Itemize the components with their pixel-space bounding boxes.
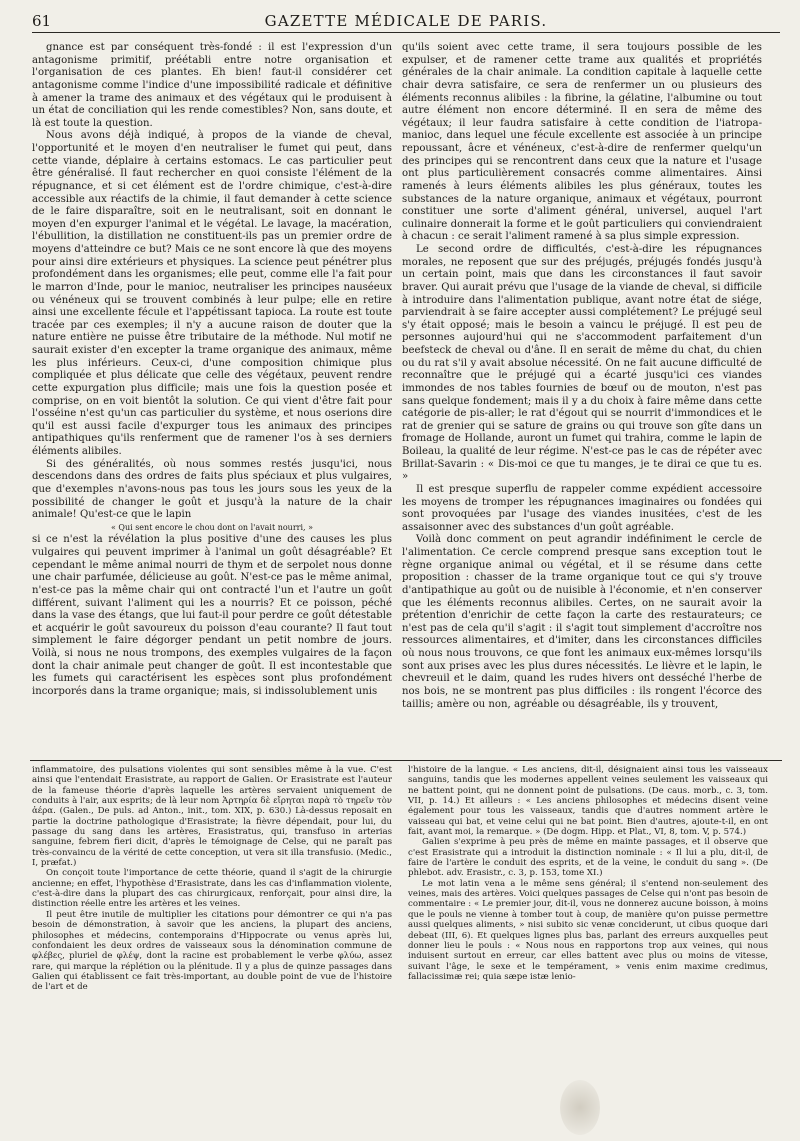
article-column-right [402,42,762,711]
feuilleton-column-left [32,765,392,993]
page-header [32,6,780,33]
paragraph: si ce n'est la révélation la plus positive d'une des causes les plus vulgaires qui peuvent imprimer à l'animal un goût désagréable? Et cependant le même animal nourri de thym et de serpolet nous donne une chair parfumée, délicieuse au goût. N'est-ce pas le même animal, n'est-ce pas la même chair qui ont contracté l'un et l'autre un goût différent, suivant l'aliment qui les a nourris? Et ce poisson, péché dans la vase des étangs, que lui faut-il pour perdre ce goût détestable et acquérir le goût savoureux du poisson d'eau courante? Il faut tout simplement le faire dégorger pendant un petit nombre de jours. Voilà, si nous ne nous trompons, des exemples vulgaires de la façon dont la chair animale peut changer de goût. Il est incontestable que les fumets qui caractérisent les espèces sont plus profondément incorporés dans la trame organique; mais, si indissolublement unis [32,534,392,697]
verse-quote: « Qui sent encore le chou dont on l'avait nourri, » [110,522,314,532]
paragraph: Il est presque superflu de rappeler comme expédient accessoire les moyens de tromper les répugnances imaginaires ou fondées qui sont provoquées par l'usage des viandes inusitées, c'est de les assaisonner avec des substances d'un goût agréable. [402,483,762,533]
page-number: 61 [32,12,52,30]
paragraph: gnance est par conséquent très-fondé : il est l'expression d'un antagonisme primitif, préétabli entre notre organisation et l'organisation de ces plantes. Eh bien! faut-il considérer cet antagonisme comme l'indice d'une impossibilité radicale et définitive à amener la trame des animaux et des végétaux qui le produisent à un état de conciliation qui les rende comestibles? Non, sans doute, et là est toute la question. [32,42,392,129]
paragraph: Si des généralités, où nous sommes restés jusqu'ici, nous descendons dans des ordres de faits plus spéciaux et plus vulgaires, que d'exemples n'avons-nous pas tous les jours sous les yeux de la possibilité de changer le goût et jusqu'à la nature de la chair animale! Qu'est-ce que le lapin [32,458,392,521]
paragraph: qu'ils soient avec cette trame, il sera toujours possible de les expulser, et de ramener cette trame aux qualités et propriétés générales de la chair animale. La condition capitale à laquelle cette chair devra satisfaire, ce sera de renfermer un ou plusieurs des éléments reconnus alibiles : la fibrine, la gélatine, l'albumine ou tout autre élément non encore déterminé. Il en sera de même des végétaux; il leur faudra satisfaire à cette condition de l'iatropa-manioc, dans lequel une fécule excellente est associée à un principe repoussant, âcre et vénéneux, c'est-à-dire de renfermer quelqu'un des principes qui se rencontrent dans ceux que la nature et l'usage ont plus particulièrement consacrés comme alimentaires. Ainsi ramenés à leurs éléments alibiles les plus généraux, toutes les substances de la nature organique, animaux et végétaux, pourront constituer une sorte d'aliment général, universel, auquel l'art culinaire donnerait la forme et le goût particuliers qui conviendraient à chacun : ce serait l'aliment ramené à sa plus simple expression. [402,42,762,243]
paragraph: l'histoire de la langue. « Les anciens, dit-il, désignaient ainsi tous les vaisseaux sanguins, tandis que les modernes appellent veines seulement les vaisseaux qui ne battent point, qui ne donnent point de pulsations. (De caus. morb., c. 3, tom. VII, p. 14.) Et ailleurs : « Les anciens philosophes et médecins disent veine également pour tous les vaisseaux, tandis que d'autres nomment artère le vaisseau qui bat, et veine celui qui ne bat point. Bien d'autres, ajoute-t-il, en ont fait, avant moi, la remarque. » (De dogm. Hipp. et Plat., VI, 8, tom. V, p. 574.) [408,765,768,838]
paragraph: Le second ordre de difficultés, c'est-à-dire les répugnances morales, ne reposent que sur des préjugés, préjugés fondés jusqu'à un certain point, mais que dans les circonstances il faut savoir braver. Qui aurait prévu que l'usage de la viande de cheval, si difficile à introduire dans l'alimentation publique, avant notre état de siége, parviendrait à se faire accepter aussi complétement? Le préjugé seul s'y était opposé; mais le besoin a vaincu le préjugé. Il est peu de personnes aujourd'hui qui ne s'accommodent parfaitement d'un beefsteck de cheval ou d'âne. Il en serait de même du chat, du chien ou du rat s'il y avait absolue nécessité. On ne fait aucune difficulté de reconnaître que le préjugé qui a écarté jusqu'ici ces viandes immondes de nos tables fournies de bœuf ou de mouton, n'est pas sans quelque fondement; mais il y a du choix à faire même dans cette catégorie de pis-aller; le rat d'égout qui se nourrit d'immondices et le rat de grenier qui se sature de grains ou qui trouve son gîte dans un fromage de Hollande, auront un fumet qui trahira, comme le lapin de Boileau, la qualité de leur régime. N'est-ce pas le cas de répéter avec Brillat-Savarin : « Dis-moi ce que tu manges, je te dirai ce que tu es. » [402,244,762,483]
paper-stain [560,1080,600,1135]
paragraph: Le mot latin vena a le même sens général; il s'entend non-seulement des veines, mais des artères. Voici quelques passages de Celse qui n'ont pas besoin de commentaire : « Le premier jour, dit-il, vous ne donnerez aucune boisson, à moins que le pouls ne vienne à tomber tout à coup, de manière qu'on puisse permettre aussi quelques aliments, » nisi subito sic venæ conciderunt, ut cibus quoque dari debeat (III, 6). Et quelques lignes plus bas, parlant des erreurs auxquelles peut donner lieu le pouls : « Nous nous en rapportons trop aux veines, qui nous induisent surtout en erreur, car elles battent avec plus ou moins de vitesse, suivant l'âge, le sexe et le tempérament, » venis enim maxime credimus, fallacissimæ rei; quia sæpe istæ lenio- [408,878,768,982]
paragraph: Nous avons déjà indiqué, à propos de la viande de cheval, l'opportunité et le moyen d'en neutraliser le fumet qui peut, dans cette viande, déplaire à certains estomacs. Le cas particulier peut être généralisé. Il faut rechercher en quoi consiste l'élément de la répugnance, et si cet élément est de l'ordre chimique, c'est-à-dire accessible aux réactifs de la chimie, il faut demander à cette science de le faire disparaître, soit en le neutralisant, soit en donnant le moyen d'en expurger l'animal et le végétal. Le lavage, la macération, l'ébullition, la distillation ne constituent-ils pas un premier ordre de moyens d'atteindre ce but? Mais ce ne sont encore là que des moyens pour ainsi dire extérieurs et physiques. La science peut pénétrer plus profondément dans les organismes; elle peut, comme elle l'a fait pour le marron d'Inde, pour le manioc, neutraliser les principes nauséeux ou vénéneux qui se trouvent combinés à leur pulpe; elle en retire ainsi une excellente fécule et l'appétissant tapioca. La route est toute tracée par ces exemples; il n'y a aucune raison de douter que la nature entière ne puisse être tributaire de la méthode. Nul motif ne saurait exister d'en excepter la trame organique des animaux, même les plus inférieurs. Ceux-ci, d'une composition chimique plus compliquée et plus délicate que celle des végétaux, peuvent rendre cette expurgation plus difficile; mais une fois la question posée et comprise, on en voit bientôt la solution. Ce qui vient d'être fait pour l'osséine n'est qu'un cas particulier du système, et nous oserions dire qu'il est aussi facile d'expurger tous les animaux des principes antipathiques qu'ils renferment que de ramener l'os à ses derniers éléments alibiles. [32,130,392,457]
feuilleton-column-right [408,765,768,982]
paragraph: Il peut être inutile de multiplier les citations pour démontrer ce qui n'a pas besoin de démonstration, à savoir que les anciens, la plupart des anciens, philosophes et médecins, contemporains d'Hippocrate ou venus après lui, confondaient les deux ordres de vaisseaux sous la dénomination commune de φλέβες, pluriel de φλέψ, dont la racine est probablement le verbe φλύω, assez rare, qui marque la réplétion ou la plénitude. Il y a plus de quinze passages dans Galien qui établissent ce fait très-important, au double point de vue de l'histoire de l'art et de [32,909,392,993]
paragraph: On conçoit toute l'importance de cette théorie, quand il s'agit de la chirurgie ancienne; en effet, l'hypothèse d'Erasistrate, dans les cas d'inflammation violente, c'est-à-dire dans la plupart des cas chirurgicaux, renforçait, pour ainsi dire, la distinction réelle entre les artères et les veines. [32,868,392,910]
section-divider [30,760,782,761]
paragraph: Voilà donc comment on peut agrandir indéfiniment le cercle de l'alimentation. Ce cercle comprend presque sans exception tout le règne organique animal ou végétal, et il se résume dans cette proposition : chasser de la trame organique tout ce qui s'y trouve d'antipathique au goût ou de nuisible à l'économie, et n'en conserver que les éléments reconnus alibiles. Certes, on ne saurait avoir la prétention d'enrichir de cette façon la carte des restaurateurs; ce n'est pas de cela qu'il s'agit : il s'agit tout simplement d'accroître nos ressources alimentaires, et d'imiter, dans les circonstances difficiles où nous nous trouvons, ce que font les animaux eux-mêmes lorsqu'ils sont aux prises avec les plus dures nécessités. Le lièvre et le lapin, le chevreuil et le daim, quand les rudes hivers ont desséché l'herbe de nos bois, ne se montrent pas plus difficiles : ils rongent l'écorce des taillis; amère ou non, agréable ou désagréable, ils y trouvent, [402,534,762,710]
paragraph: inflammatoire, des pulsations violentes qui sont sensibles même à la vue. C'est ainsi que l'entendait Erasistrate, au rapport de Galien. Or Erasistrate est l'auteur de la fameuse théorie d'après laquelle les artères servaient uniquement de conduits à l'air, aux esprits; de là leur nom Ἀρτηρία δὲ εἴρηται παρὰ τὸ τηρεῖν τὸν ἀέρα. (Galen., De puls. ad Anton., init., tom. XIX, p. 630.) Là-dessus reposait en partie la doctrine pathologique d'Erasistrate; la fièvre dépendait, pour lui, du passage du sang dans les artères, Erasistratus, qui, transfuso in arterias sanguine, febrem fieri dicit, d'après le témoignage de Celse, qui ne paraît pas très-convaincu de la vérité de cette conception, ut vera sit illa transfusio. (Medic., I, præfat.) [32,765,392,869]
journal-title: GAZETTE MÉDICALE DE PARIS. [264,12,548,30]
paragraph: Galien s'exprime à peu près de même en mainte passages, et il observe que c'est Erasistrate qui a introduit la distinction nominale : « Il lui a plu, dit-il, de faire de l'artère le conduit des esprits, et de la veine, le conduit du sang ». (De phlebot. adv. Erasistr., c. 3, p. 153, tome XI.) [408,837,768,879]
article-column-left [32,42,392,699]
